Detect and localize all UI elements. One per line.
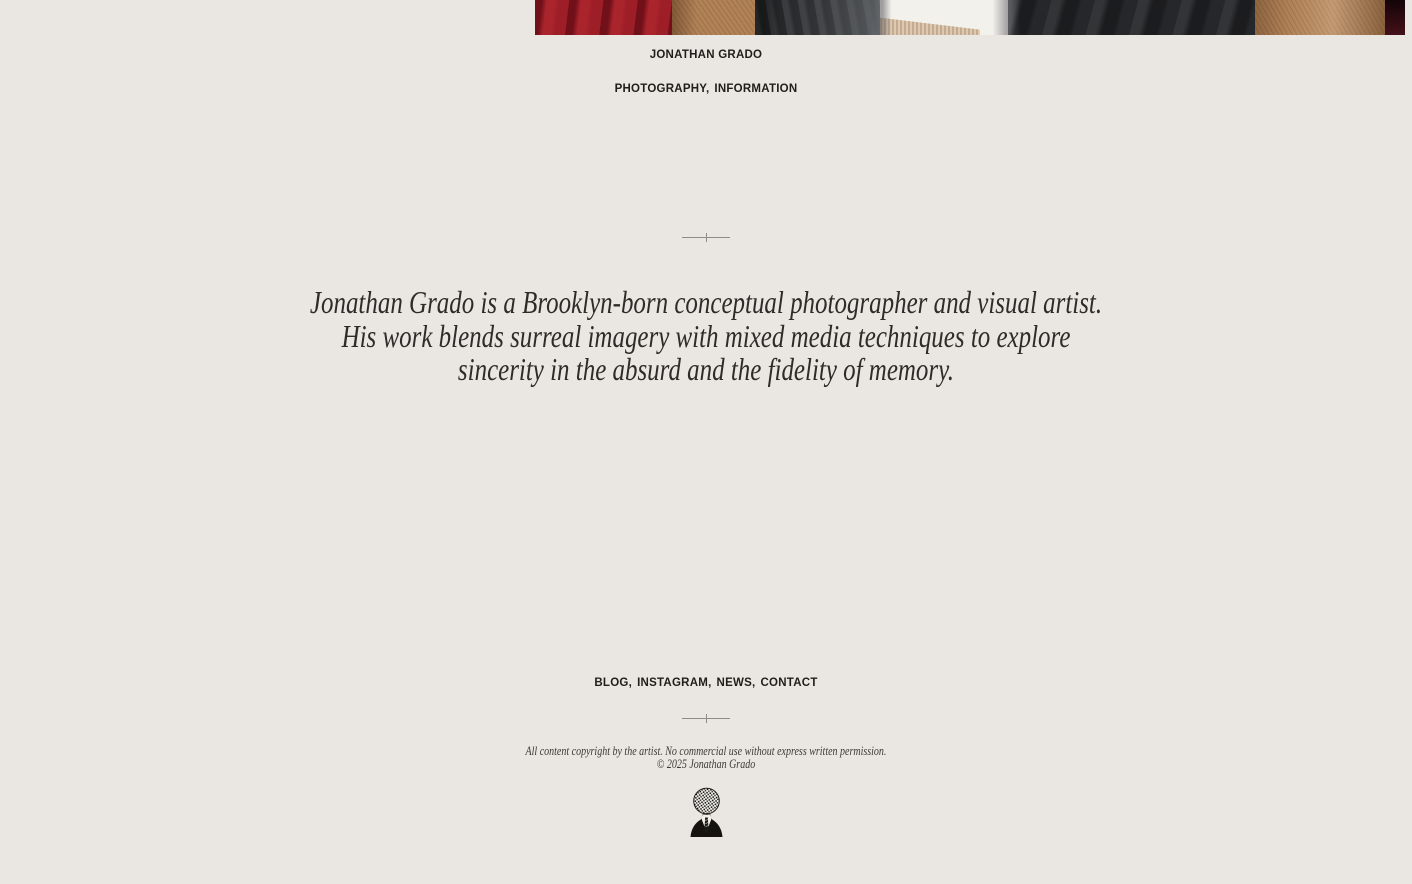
- footer-nav-item-contact[interactable]: CONTACT: [760, 677, 818, 689]
- bio-line: sincerity in the absurd and the fidelity of memory.: [457, 351, 955, 387]
- nav-item-information[interactable]: INFORMATION: [714, 83, 798, 95]
- copyright-line: All content copyright by the artist. No commercial use without express written permission.: [525, 744, 887, 758]
- divider-vertical-tick: [706, 233, 707, 242]
- footer-nav-item-blog[interactable]: BLOG: [594, 677, 629, 689]
- footer-logo-link[interactable]: [688, 787, 725, 837]
- footer-nav-separator: ,: [752, 677, 756, 689]
- footer-nav-item-instagram[interactable]: INSTAGRAM: [637, 677, 709, 689]
- footer-nav-separator: ,: [628, 677, 633, 689]
- photo-region-maroon-edge: [1385, 0, 1405, 35]
- divider-vertical-tick: [706, 714, 707, 723]
- photo-region-shirt-hem: [880, 16, 980, 35]
- bio-statement: [155, 286, 1256, 387]
- photo-region-dark-vest: [755, 0, 880, 35]
- photo-region-arm-right: [1255, 0, 1385, 35]
- header: [0, 45, 1412, 63]
- nav-item-photography[interactable]: PHOTOGRAPHY: [614, 83, 706, 95]
- footer-nav-item-news[interactable]: NEWS: [716, 677, 753, 689]
- bio-line: His work blends surreal imagery with mixed media techniques to explore: [341, 317, 1071, 354]
- copyright-line: © 2025 Jonathan Grado: [656, 756, 756, 771]
- disco-ball-bust-logo-icon: [688, 787, 725, 837]
- photo-region-black-tee: [1008, 0, 1255, 35]
- gallery-photo[interactable]: [535, 0, 1405, 35]
- footer-logo-row: [0, 787, 1412, 842]
- crosshair-divider-top: [682, 233, 730, 242]
- site-title-link[interactable]: JONATHAN GRADO: [649, 49, 763, 61]
- footer-nav-separator: ,: [708, 677, 712, 689]
- footer-nav: [0, 677, 1412, 689]
- nav-separator: ,: [705, 83, 710, 95]
- bio-line: Jonathan Grado is a Brooklyn-born conceptual photographer and visual artist.: [309, 284, 1103, 320]
- copyright: [141, 745, 1271, 770]
- primary-nav: [0, 83, 1412, 95]
- photo-region-red-fabric: [535, 0, 672, 35]
- photo-region-white-shirt: [880, 0, 1008, 35]
- crosshair-divider-bottom: [682, 714, 730, 723]
- photo-region-arm-left: [672, 0, 755, 35]
